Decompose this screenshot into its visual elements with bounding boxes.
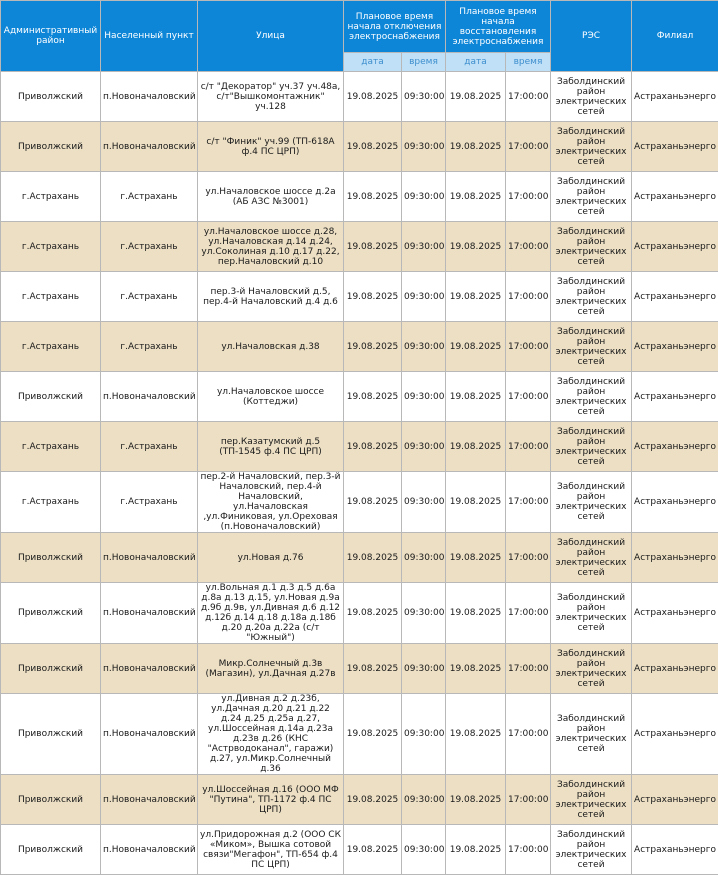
cell-on-time: 17:00:00: [506, 825, 551, 875]
cell-branch: Астраханьэнерго: [632, 372, 718, 422]
cell-on-date: 19.08.2025: [446, 472, 506, 533]
cell-off-date: 19.08.2025: [344, 825, 402, 875]
cell-off-date: 19.08.2025: [344, 272, 402, 322]
cell-branch: Астраханьэнерго: [632, 72, 718, 122]
cell-on-time: 17:00:00: [506, 694, 551, 775]
cell-res: Заболдинский район электрических сетей: [551, 322, 632, 372]
cell-on-date: 19.08.2025: [446, 533, 506, 583]
cell-on-date: 19.08.2025: [446, 372, 506, 422]
cell-off-time: 09:30:00: [402, 322, 446, 372]
table-row: [1, 122, 718, 172]
cell-off-time: 09:30:00: [402, 694, 446, 775]
cell-district: Приволжский: [1, 122, 101, 172]
cell-settlement: г.Астрахань: [101, 172, 198, 222]
cell-settlement: п.Новоначаловский: [101, 372, 198, 422]
cell-off-time: 09:30:00: [402, 222, 446, 272]
cell-settlement: г.Астрахань: [101, 322, 198, 372]
cell-branch: Астраханьэнерго: [632, 172, 718, 222]
cell-on-time: 17:00:00: [506, 583, 551, 644]
cell-on-date: 19.08.2025: [446, 583, 506, 644]
cell-settlement: п.Новоначаловский: [101, 122, 198, 172]
cell-off-date: 19.08.2025: [344, 472, 402, 533]
cell-on-time: 17:00:00: [506, 644, 551, 694]
cell-street: пер.Казатумский д.5 (ТП-1545 ф.4 ПС ЦРП): [198, 422, 344, 472]
cell-off-time: 09:30:00: [402, 472, 446, 533]
header-on-date: дата: [446, 53, 506, 72]
cell-res: Заболдинский район электрических сетей: [551, 472, 632, 533]
cell-branch: Астраханьэнерго: [632, 533, 718, 583]
cell-off-time: 09:30:00: [402, 644, 446, 694]
cell-on-time: 17:00:00: [506, 322, 551, 372]
header-on-clock: время: [506, 53, 551, 72]
cell-district: Приволжский: [1, 583, 101, 644]
cell-res: Заболдинский район электрических сетей: [551, 222, 632, 272]
cell-res: Заболдинский район электрических сетей: [551, 122, 632, 172]
cell-settlement: г.Астрахань: [101, 222, 198, 272]
cell-off-time: 09:30:00: [402, 172, 446, 222]
cell-off-date: 19.08.2025: [344, 422, 402, 472]
cell-street: ул.Началовская д.38: [198, 322, 344, 372]
cell-off-date: 19.08.2025: [344, 694, 402, 775]
header-off-clock: время: [402, 53, 446, 72]
cell-district: Приволжский: [1, 533, 101, 583]
cell-street: ул.Началовское шоссе д.2а (АБ АЗС №3001): [198, 172, 344, 222]
cell-settlement: г.Астрахань: [101, 472, 198, 533]
cell-on-date: 19.08.2025: [446, 122, 506, 172]
cell-off-date: 19.08.2025: [344, 122, 402, 172]
cell-off-date: 19.08.2025: [344, 372, 402, 422]
cell-street: ул.Началовское шоссе (Коттеджи): [198, 372, 344, 422]
table-row: [1, 372, 718, 422]
header-off-date: дата: [344, 53, 402, 72]
cell-on-date: 19.08.2025: [446, 322, 506, 372]
table-row: [1, 272, 718, 322]
cell-settlement: п.Новоначаловский: [101, 72, 198, 122]
cell-branch: Астраханьэнерго: [632, 222, 718, 272]
cell-on-date: 19.08.2025: [446, 644, 506, 694]
cell-settlement: п.Новоначаловский: [101, 775, 198, 825]
cell-settlement: п.Новоначаловский: [101, 644, 198, 694]
cell-branch: Астраханьэнерго: [632, 694, 718, 775]
cell-on-time: 17:00:00: [506, 422, 551, 472]
cell-district: Приволжский: [1, 72, 101, 122]
cell-on-date: 19.08.2025: [446, 72, 506, 122]
cell-district: г.Астрахань: [1, 322, 101, 372]
cell-district: Приволжский: [1, 372, 101, 422]
cell-branch: Астраханьэнерго: [632, 472, 718, 533]
table-row: [1, 222, 718, 272]
cell-off-date: 19.08.2025: [344, 172, 402, 222]
cell-res: Заболдинский район электрических сетей: [551, 775, 632, 825]
cell-street: пер.3-й Началовский д.5, пер.4-й Началовский д.4 д.6: [198, 272, 344, 322]
cell-branch: Астраханьэнерго: [632, 422, 718, 472]
cell-district: г.Астрахань: [1, 272, 101, 322]
cell-branch: Астраханьэнерго: [632, 775, 718, 825]
header-on-time: Плановое время начала восстановления электроснабжения: [446, 1, 551, 53]
cell-settlement: п.Новоначаловский: [101, 825, 198, 875]
cell-branch: Астраханьэнерго: [632, 644, 718, 694]
cell-on-date: 19.08.2025: [446, 775, 506, 825]
cell-off-date: 19.08.2025: [344, 72, 402, 122]
header-settlement: Населенный пункт: [101, 1, 198, 72]
cell-res: Заболдинский район электрических сетей: [551, 72, 632, 122]
cell-branch: Астраханьэнерго: [632, 272, 718, 322]
cell-off-date: 19.08.2025: [344, 322, 402, 372]
cell-district: Приволжский: [1, 775, 101, 825]
cell-off-date: 19.08.2025: [344, 533, 402, 583]
cell-res: Заболдинский район электрических сетей: [551, 694, 632, 775]
cell-settlement: п.Новоначаловский: [101, 533, 198, 583]
cell-settlement: п.Новоначаловский: [101, 694, 198, 775]
cell-off-date: 19.08.2025: [344, 583, 402, 644]
cell-street: ул.Дивная д.2 д.23б, ул.Дачная д.20 д.21 д.22 д.24 д.25 д.25а д.27, ул.Шоссейная д.14а д.23а д.23в д.26 (КНС "Астрводоканал", гаражи) д.27, ул.Микр.Солнечный д.36: [198, 694, 344, 775]
cell-district: г.Астрахань: [1, 472, 101, 533]
cell-district: Приволжский: [1, 694, 101, 775]
cell-off-time: 09:30:00: [402, 122, 446, 172]
table-row: [1, 422, 718, 472]
cell-on-time: 17:00:00: [506, 272, 551, 322]
table-row: [1, 72, 718, 122]
table-header: [1, 1, 718, 72]
cell-on-date: 19.08.2025: [446, 272, 506, 322]
table-body: [1, 72, 718, 875]
header-off-time: Плановое время начала отключения электроснабжения: [344, 1, 446, 53]
cell-district: Приволжский: [1, 825, 101, 875]
table-row: [1, 694, 718, 775]
cell-street: с/т "Декоратор" уч.37 уч.48а, с/т"Вышкомонтажник" уч.128: [198, 72, 344, 122]
cell-off-time: 09:30:00: [402, 72, 446, 122]
table-row: [1, 533, 718, 583]
cell-off-date: 19.08.2025: [344, 775, 402, 825]
header-district: Административный район: [1, 1, 101, 72]
cell-street: ул.Вольная д.1 д.3 д.5 д.6а д.8а д.13 д.15, ул.Новая д.9а д.9б д.9в, ул.Дивная д.6 д.12 д.12б д.14 д.18 д.18а д.18б д.20 д.20а д.22а (с/т "Южный"): [198, 583, 344, 644]
cell-street: ул.Новая д.76: [198, 533, 344, 583]
cell-street: ул.Шоссейная д.16 (ООО МФ "Путина", ТП-1172 ф.4 ПС ЦРП): [198, 775, 344, 825]
cell-off-time: 09:30:00: [402, 533, 446, 583]
table-row: [1, 775, 718, 825]
cell-street: ул.Придорожная д.2 (ООО СК «Миком», Вышка сотовой связи"Мегафон", ТП-654 ф.4 ПС ЦРП): [198, 825, 344, 875]
cell-on-time: 17:00:00: [506, 222, 551, 272]
table-row: [1, 825, 718, 875]
table-row: [1, 583, 718, 644]
cell-res: Заболдинский район электрических сетей: [551, 172, 632, 222]
cell-street: Микр.Солнечный д.3в (Магазин), ул.Дачная д.27в: [198, 644, 344, 694]
cell-on-date: 19.08.2025: [446, 694, 506, 775]
cell-branch: Астраханьэнерго: [632, 825, 718, 875]
cell-settlement: г.Астрахань: [101, 272, 198, 322]
cell-res: Заболдинский район электрических сетей: [551, 533, 632, 583]
cell-res: Заболдинский район электрических сетей: [551, 422, 632, 472]
cell-off-time: 09:30:00: [402, 372, 446, 422]
cell-off-time: 09:30:00: [402, 825, 446, 875]
cell-on-time: 17:00:00: [506, 122, 551, 172]
cell-res: Заболдинский район электрических сетей: [551, 272, 632, 322]
cell-on-time: 17:00:00: [506, 775, 551, 825]
cell-branch: Астраханьэнерго: [632, 322, 718, 372]
table-row: [1, 172, 718, 222]
cell-on-date: 19.08.2025: [446, 172, 506, 222]
cell-on-date: 19.08.2025: [446, 422, 506, 472]
cell-district: г.Астрахань: [1, 422, 101, 472]
header-branch: Филиал: [632, 1, 718, 72]
cell-settlement: п.Новоначаловский: [101, 583, 198, 644]
table-row: [1, 472, 718, 533]
header-res: РЭС: [551, 1, 632, 72]
cell-district: г.Астрахань: [1, 222, 101, 272]
cell-off-time: 09:30:00: [402, 272, 446, 322]
cell-settlement: г.Астрахань: [101, 422, 198, 472]
header-street: Улица: [198, 1, 344, 72]
cell-off-time: 09:30:00: [402, 583, 446, 644]
cell-res: Заболдинский район электрических сетей: [551, 644, 632, 694]
cell-res: Заболдинский район электрических сетей: [551, 372, 632, 422]
table-row: [1, 644, 718, 694]
cell-on-time: 17:00:00: [506, 172, 551, 222]
cell-branch: Астраханьэнерго: [632, 583, 718, 644]
cell-street: ул.Началовское шоссе д.28, ул.Началовская д.14 д.24, ул.Соколиная д.10 д.17 д.22, пер.Началовский д.10: [198, 222, 344, 272]
cell-res: Заболдинский район электрических сетей: [551, 825, 632, 875]
cell-district: г.Астрахань: [1, 172, 101, 222]
cell-on-time: 17:00:00: [506, 372, 551, 422]
cell-res: Заболдинский район электрических сетей: [551, 583, 632, 644]
cell-on-time: 17:00:00: [506, 472, 551, 533]
cell-off-date: 19.08.2025: [344, 644, 402, 694]
cell-street: с/т "Финик" уч.99 (ТП-618А ф.4 ПС ЦРП): [198, 122, 344, 172]
cell-off-date: 19.08.2025: [344, 222, 402, 272]
cell-off-time: 09:30:00: [402, 422, 446, 472]
cell-district: Приволжский: [1, 644, 101, 694]
cell-on-date: 19.08.2025: [446, 222, 506, 272]
cell-on-date: 19.08.2025: [446, 825, 506, 875]
cell-street: пер.2-й Началовский, пер.3-й Началовский, пер.4-й Началовский, ул.Началовская ,ул.Финиковая, ул.Ореховая (п.Новоначаловский): [198, 472, 344, 533]
cell-on-time: 17:00:00: [506, 533, 551, 583]
table-row: [1, 322, 718, 372]
cell-on-time: 17:00:00: [506, 72, 551, 122]
cell-off-time: 09:30:00: [402, 775, 446, 825]
cell-branch: Астраханьэнерго: [632, 122, 718, 172]
